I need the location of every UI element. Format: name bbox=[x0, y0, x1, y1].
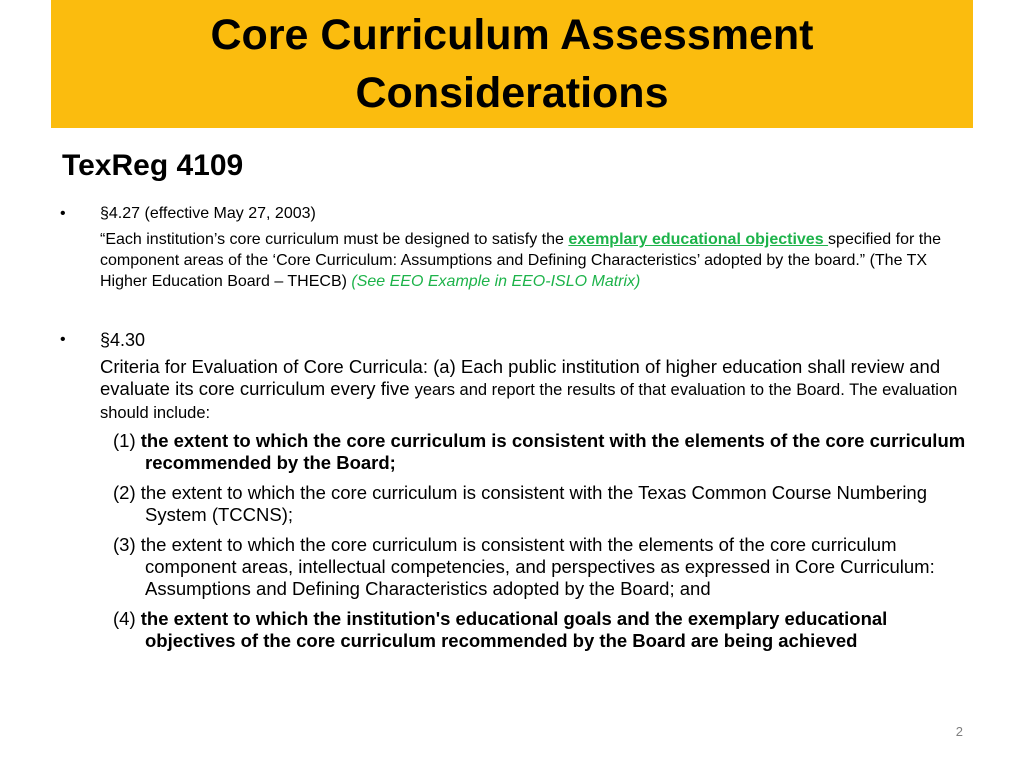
criteria-text: the extent to which the institution's educational goals and the exemplary educational objectives of the core curriculum recommended by the Board are being achieved bbox=[140, 608, 888, 651]
criteria-item bbox=[113, 608, 973, 652]
bullet-glyph: • bbox=[60, 205, 66, 222]
criteria-item bbox=[113, 430, 973, 474]
criteria-item bbox=[113, 534, 973, 600]
slide-title: Core Curriculum Assessment Considerations bbox=[210, 11, 814, 117]
quote-text-after-link: specified for the component areas of the ‘Core Curriculum: Assumptions and Defining Characteristics’ adopted by the board.” (The TX Higher Education Board – THECB) bbox=[100, 231, 941, 290]
criteria-list bbox=[113, 430, 973, 660]
intro-text-small: years and report the results of that evaluation to the Board. The evaluation should include: bbox=[100, 381, 958, 422]
exemplary-objectives-link[interactable]: exemplary educational objectives bbox=[568, 231, 829, 248]
criteria-number: (3) bbox=[113, 534, 141, 555]
texreg-heading: TexReg 4109 bbox=[62, 149, 244, 182]
title-banner bbox=[51, 0, 973, 128]
section-430-label: §4.30 bbox=[100, 330, 146, 350]
criteria-number: (1) bbox=[113, 430, 141, 451]
intro-text: Criteria for Evaluation of Core Curricula: (a) Each public institution of higher education shall review and evaluate its core curriculum every five bbox=[100, 356, 941, 399]
criteria-text: the extent to which the core curriculum is consistent with the elements of the core curriculum recommended by the Board; bbox=[140, 430, 966, 473]
section-430-intro bbox=[100, 356, 968, 424]
section-427-quote bbox=[100, 229, 968, 292]
criteria-item bbox=[113, 482, 973, 526]
quote-text-before-link: “Each institution’s core curriculum must be designed to satisfy the bbox=[100, 231, 569, 248]
criteria-text: the extent to which the core curriculum is consistent with the elements of the core curriculum component areas, intellectual competencies, and perspectives as expressed in Core Curriculum: Assumptions and Defining Characteristics adopted by the Board; and bbox=[140, 534, 935, 599]
bullet-glyph: • bbox=[60, 331, 66, 348]
section-427-label: §4.27 (effective May 27, 2003) bbox=[100, 205, 316, 222]
criteria-number: (2) bbox=[113, 482, 141, 503]
eeo-example-note: (See EEO Example in EEO-ISLO Matrix) bbox=[351, 273, 641, 290]
criteria-number: (4) bbox=[113, 608, 141, 629]
page-number: 2 bbox=[955, 724, 963, 739]
criteria-text: the extent to which the core curriculum is consistent with the Texas Common Course Numbering System (TCCNS); bbox=[140, 482, 928, 525]
